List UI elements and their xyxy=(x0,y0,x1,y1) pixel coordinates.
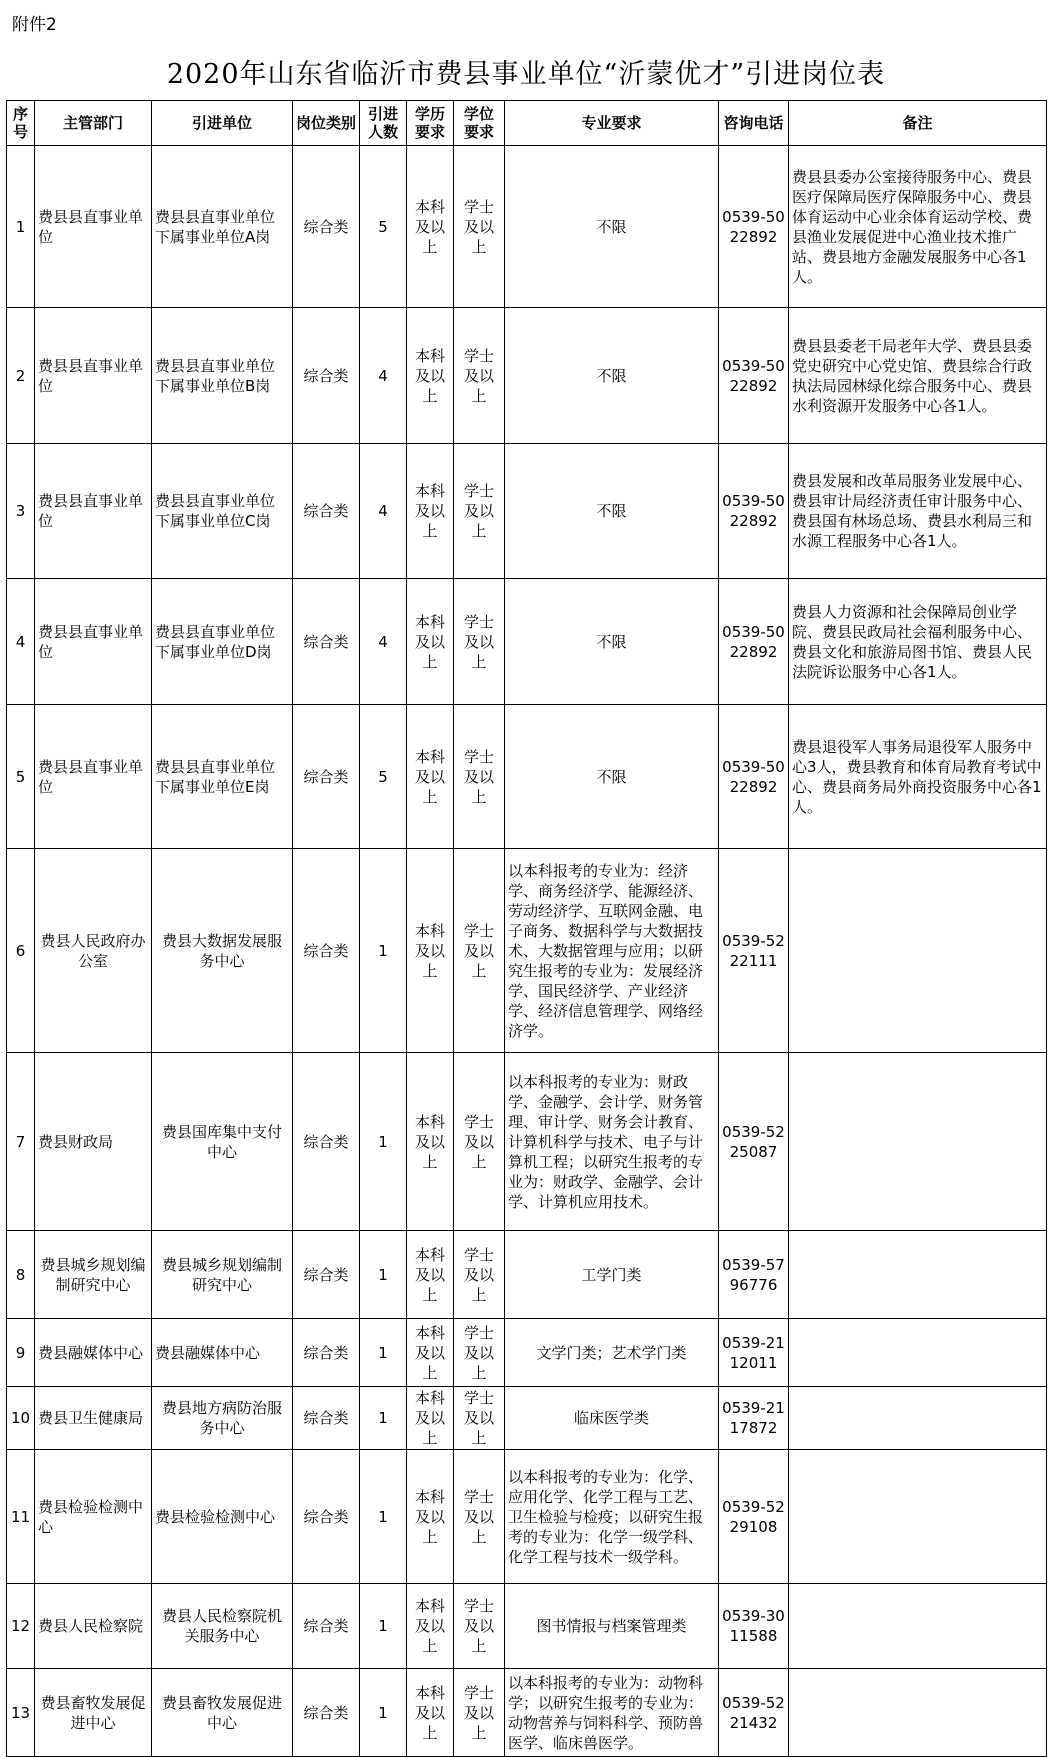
cell-seq: 6 xyxy=(7,849,35,1053)
cell-phone: 0539-2117872 xyxy=(719,1387,789,1450)
cell-edu: 本科及以上 xyxy=(407,1231,454,1319)
cell-major: 文学门类；艺术学门类 xyxy=(505,1319,719,1387)
cell-edu: 本科及以上 xyxy=(407,308,454,444)
cell-major: 以本科报考的专业为：经济学、商务经济学、能源经济、劳动经济学、互联网金融、电子商务、数据科学与大数据技术、大数据管理与应用；以研究生报考的专业为：发展经济学、国民经济学、产业经济学、经济信息管理学、网络经济学。 xyxy=(505,849,719,1053)
cell-unit: 费县大数据发展服务中心 xyxy=(152,849,293,1053)
table-row xyxy=(7,444,1047,579)
positions-table xyxy=(6,100,1047,1757)
cell-num: 4 xyxy=(360,308,407,444)
cell-seq: 13 xyxy=(7,1669,35,1757)
cell-unit: 费县国库集中支付中心 xyxy=(152,1053,293,1231)
cell-dept: 费县县直事业单位 xyxy=(35,308,152,444)
cell-remark xyxy=(789,1053,1047,1231)
cell-dept: 费县县直事业单位 xyxy=(35,579,152,705)
col-header-major: 专业要求 xyxy=(505,101,719,146)
cell-type: 综合类 xyxy=(293,1231,360,1319)
cell-phone: 0539-5022892 xyxy=(719,705,789,849)
cell-dept: 费县县直事业单位 xyxy=(35,146,152,308)
cell-major: 不限 xyxy=(505,146,719,308)
cell-seq: 3 xyxy=(7,444,35,579)
table-row xyxy=(7,1319,1047,1387)
cell-major: 不限 xyxy=(505,705,719,849)
cell-degree: 学士及以上 xyxy=(454,1584,505,1669)
cell-phone: 0539-5022892 xyxy=(719,146,789,308)
cell-major: 图书情报与档案管理类 xyxy=(505,1584,719,1669)
cell-degree: 学士及以上 xyxy=(454,444,505,579)
cell-dept: 费县畜牧发展促进中心 xyxy=(35,1669,152,1757)
cell-remark: 费县人力资源和社会保障局创业学院、费县民政局社会福利服务中心、费县文化和旅游局图书馆、费县人民法院诉讼服务中心各1人。 xyxy=(789,579,1047,705)
col-header-edu: 学历要求 xyxy=(407,101,454,146)
cell-edu: 本科及以上 xyxy=(407,444,454,579)
col-header-dept: 主管部门 xyxy=(35,101,152,146)
cell-degree: 学士及以上 xyxy=(454,1231,505,1319)
cell-dept: 费县城乡规划编制研究中心 xyxy=(35,1231,152,1319)
cell-num: 1 xyxy=(360,1053,407,1231)
cell-phone: 0539-5221432 xyxy=(719,1669,789,1757)
col-header-phone: 咨询电话 xyxy=(719,101,789,146)
table-row xyxy=(7,849,1047,1053)
cell-num: 4 xyxy=(360,579,407,705)
cell-major: 不限 xyxy=(505,308,719,444)
cell-phone: 0539-5022892 xyxy=(719,579,789,705)
cell-remark xyxy=(789,849,1047,1053)
cell-dept: 费县卫生健康局 xyxy=(35,1387,152,1450)
cell-num: 5 xyxy=(360,146,407,308)
cell-remark: 费县退役军人事务局退役军人服务中心3人，费县教育和体育局教育考试中心、费县商务局外商投资服务中心各1人。 xyxy=(789,705,1047,849)
cell-phone: 0539-5222111 xyxy=(719,849,789,1053)
cell-remark: 费县县委办公室接待服务中心、费县医疗保障局医疗保障服务中心、费县体育运动中心业余体育运动学校、费县渔业发展促进中心渔业技术推广站、费县地方金融发展服务中心各1人。 xyxy=(789,146,1047,308)
cell-edu: 本科及以上 xyxy=(407,579,454,705)
col-header-remark: 备注 xyxy=(789,101,1047,146)
cell-major: 工学门类 xyxy=(505,1231,719,1319)
cell-edu: 本科及以上 xyxy=(407,705,454,849)
cell-seq: 10 xyxy=(7,1387,35,1450)
table-row xyxy=(7,1669,1047,1757)
cell-edu: 本科及以上 xyxy=(407,1387,454,1450)
cell-seq: 2 xyxy=(7,308,35,444)
cell-seq: 8 xyxy=(7,1231,35,1319)
cell-num: 1 xyxy=(360,1231,407,1319)
cell-degree: 学士及以上 xyxy=(454,1319,505,1387)
cell-type: 综合类 xyxy=(293,146,360,308)
table-row xyxy=(7,705,1047,849)
attachment-label: 附件2 xyxy=(12,15,57,35)
cell-type: 综合类 xyxy=(293,1450,360,1584)
table-row xyxy=(7,1053,1047,1231)
cell-type: 综合类 xyxy=(293,308,360,444)
cell-type: 综合类 xyxy=(293,1053,360,1231)
cell-edu: 本科及以上 xyxy=(407,1669,454,1757)
cell-remark xyxy=(789,1584,1047,1669)
cell-major: 不限 xyxy=(505,444,719,579)
cell-unit: 费县检验检测中心 xyxy=(152,1450,293,1584)
cell-degree: 学士及以上 xyxy=(454,705,505,849)
cell-unit: 费县城乡规划编制研究中心 xyxy=(152,1231,293,1319)
cell-seq: 9 xyxy=(7,1319,35,1387)
cell-phone: 0539-5796776 xyxy=(719,1231,789,1319)
col-header-degree: 学位要求 xyxy=(454,101,505,146)
cell-edu: 本科及以上 xyxy=(407,1319,454,1387)
cell-unit: 费县县直事业单位下属事业单位E岗 xyxy=(152,705,293,849)
cell-unit: 费县畜牧发展促进中心 xyxy=(152,1669,293,1757)
cell-unit: 费县县直事业单位下属事业单位D岗 xyxy=(152,579,293,705)
table-row xyxy=(7,308,1047,444)
cell-edu: 本科及以上 xyxy=(407,1450,454,1584)
cell-degree: 学士及以上 xyxy=(454,308,505,444)
cell-dept: 费县人民检察院 xyxy=(35,1584,152,1669)
cell-phone: 0539-3011588 xyxy=(719,1584,789,1669)
cell-phone: 0539-5225087 xyxy=(719,1053,789,1231)
table-row xyxy=(7,579,1047,705)
cell-type: 综合类 xyxy=(293,1584,360,1669)
cell-seq: 12 xyxy=(7,1584,35,1669)
cell-major: 以本科报考的专业为：动物科学；以研究生报考的专业为：动物营养与饲料科学、预防兽医学、临床兽医学。 xyxy=(505,1669,719,1757)
cell-edu: 本科及以上 xyxy=(407,146,454,308)
cell-edu: 本科及以上 xyxy=(407,1584,454,1669)
cell-degree: 学士及以上 xyxy=(454,1669,505,1757)
cell-edu: 本科及以上 xyxy=(407,1053,454,1231)
col-header-num: 引进人数 xyxy=(360,101,407,146)
cell-seq: 1 xyxy=(7,146,35,308)
cell-dept: 费县县直事业单位 xyxy=(35,705,152,849)
cell-degree: 学士及以上 xyxy=(454,849,505,1053)
cell-num: 1 xyxy=(360,849,407,1053)
cell-type: 综合类 xyxy=(293,1319,360,1387)
header-row xyxy=(7,101,1047,146)
cell-dept: 费县人民政府办公室 xyxy=(35,849,152,1053)
cell-edu: 本科及以上 xyxy=(407,849,454,1053)
cell-degree: 学士及以上 xyxy=(454,1387,505,1450)
cell-type: 综合类 xyxy=(293,1669,360,1757)
cell-phone: 0539-5022892 xyxy=(719,308,789,444)
cell-phone: 0539-5229108 xyxy=(719,1450,789,1584)
cell-unit: 费县县直事业单位下属事业单位A岗 xyxy=(152,146,293,308)
cell-num: 1 xyxy=(360,1319,407,1387)
cell-phone: 0539-5022892 xyxy=(719,444,789,579)
cell-num: 4 xyxy=(360,444,407,579)
cell-type: 综合类 xyxy=(293,705,360,849)
cell-type: 综合类 xyxy=(293,444,360,579)
cell-remark: 费县发展和改革局服务业发展中心、费县审计局经济责任审计服务中心、费县国有林场总场、费县水利局三和水源工程服务中心各1人。 xyxy=(789,444,1047,579)
cell-num: 1 xyxy=(360,1387,407,1450)
cell-unit: 费县融媒体中心 xyxy=(152,1319,293,1387)
cell-major: 不限 xyxy=(505,579,719,705)
table-row xyxy=(7,1231,1047,1319)
col-header-unit: 引进单位 xyxy=(152,101,293,146)
cell-num: 1 xyxy=(360,1450,407,1584)
cell-type: 综合类 xyxy=(293,849,360,1053)
cell-dept: 费县融媒体中心 xyxy=(35,1319,152,1387)
cell-major: 以本科报考的专业为：化学、应用化学、化学工程与工艺、卫生检验与检疫；以研究生报考的专业为：化学一级学科、化学工程与技术一级学科。 xyxy=(505,1450,719,1584)
cell-dept: 费县检验检测中心 xyxy=(35,1450,152,1584)
cell-degree: 学士及以上 xyxy=(454,579,505,705)
cell-degree: 学士及以上 xyxy=(454,1450,505,1584)
cell-remark xyxy=(789,1319,1047,1387)
cell-remark: 费县县委老干局老年大学、费县县委党史研究中心党史馆、费县综合行政执法局园林绿化综合服务中心、费县水利资源开发服务中心各1人。 xyxy=(789,308,1047,444)
cell-seq: 7 xyxy=(7,1053,35,1231)
cell-major: 临床医学类 xyxy=(505,1387,719,1450)
cell-dept: 费县县直事业单位 xyxy=(35,444,152,579)
table-row xyxy=(7,1450,1047,1584)
cell-type: 综合类 xyxy=(293,579,360,705)
cell-remark xyxy=(789,1231,1047,1319)
cell-major: 以本科报考的专业为：财政学、金融学、会计学、财务管理、审计学、财务会计教育、计算机科学与技术、电子与计算机工程；以研究生报考的专业为：财政学、金融学、会计学、计算机应用技术。 xyxy=(505,1053,719,1231)
table-row xyxy=(7,1584,1047,1669)
table-row xyxy=(7,146,1047,308)
cell-type: 综合类 xyxy=(293,1387,360,1450)
col-header-seq: 序号 xyxy=(7,101,35,146)
cell-num: 1 xyxy=(360,1584,407,1669)
table-row xyxy=(7,1387,1047,1450)
cell-remark xyxy=(789,1387,1047,1450)
cell-degree: 学士及以上 xyxy=(454,146,505,308)
cell-unit: 费县人民检察院机关服务中心 xyxy=(152,1584,293,1669)
cell-remark xyxy=(789,1669,1047,1757)
cell-unit: 费县地方病防治服务中心 xyxy=(152,1387,293,1450)
cell-seq: 11 xyxy=(7,1450,35,1584)
cell-seq: 5 xyxy=(7,705,35,849)
cell-dept: 费县财政局 xyxy=(35,1053,152,1231)
cell-num: 5 xyxy=(360,705,407,849)
page-title: 2020年山东省临沂市费县事业单位“沂蒙优才”引进岗位表 xyxy=(166,59,886,90)
cell-unit: 费县县直事业单位下属事业单位B岗 xyxy=(152,308,293,444)
cell-degree: 学士及以上 xyxy=(454,1053,505,1231)
cell-phone: 0539-2112011 xyxy=(719,1319,789,1387)
cell-seq: 4 xyxy=(7,579,35,705)
cell-num: 1 xyxy=(360,1669,407,1757)
cell-unit: 费县县直事业单位下属事业单位C岗 xyxy=(152,444,293,579)
col-header-type: 岗位类别 xyxy=(293,101,360,146)
cell-remark xyxy=(789,1450,1047,1584)
